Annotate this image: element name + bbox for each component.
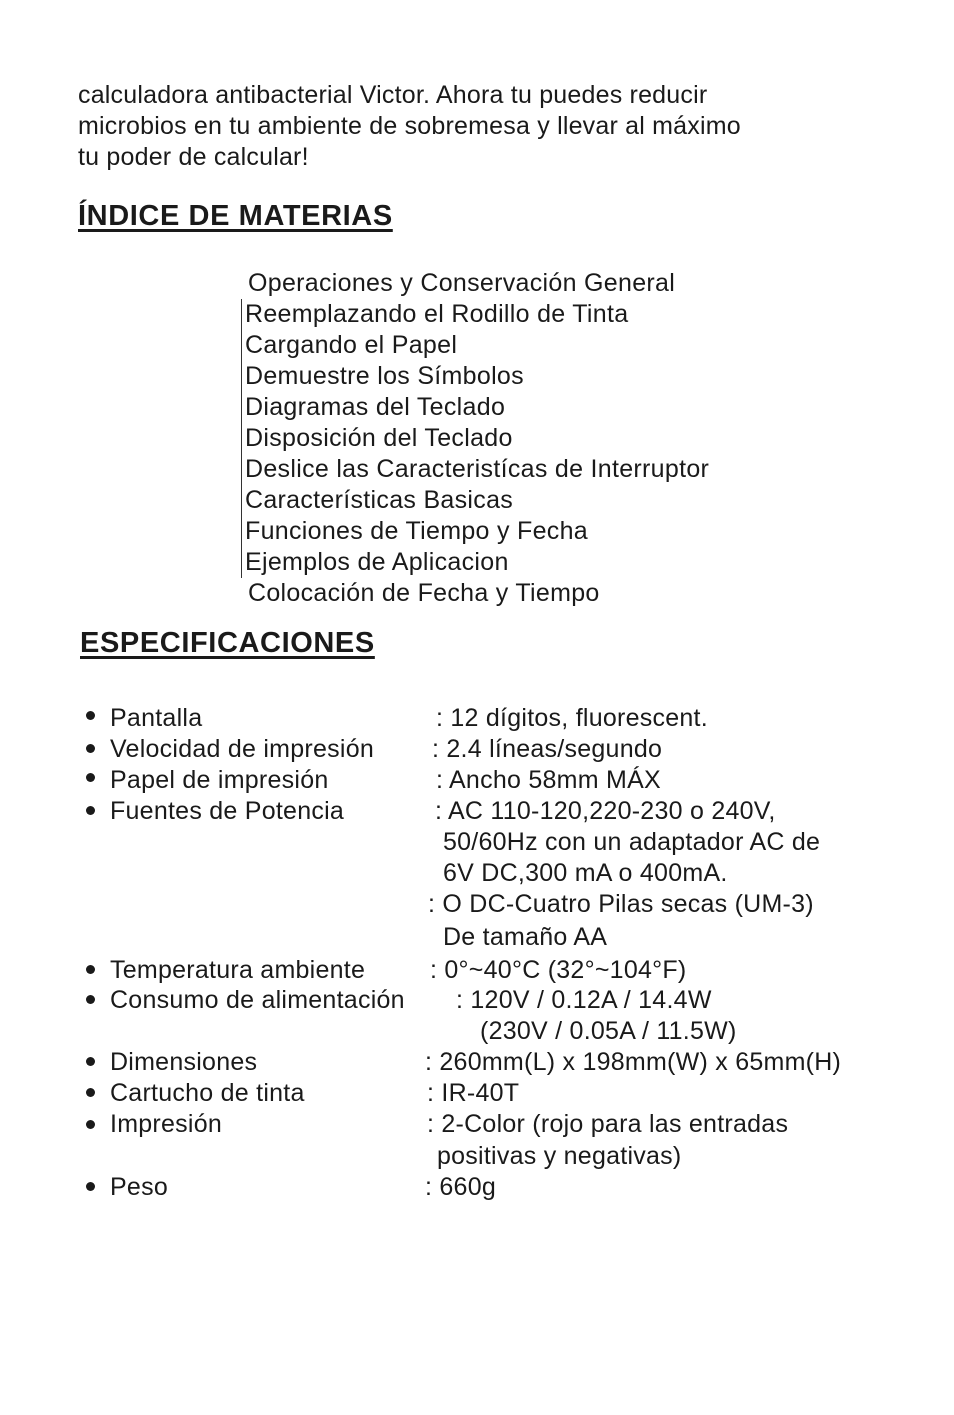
spec-label: Dimensiones xyxy=(110,1048,258,1076)
toc-item: Ejemplos de Aplicacion xyxy=(241,547,709,578)
specs-heading: ESPECIFICACIONES xyxy=(80,627,375,659)
spec-label: Consumo de alimentación xyxy=(110,986,405,1014)
spec-label: Temperatura ambiente xyxy=(110,956,366,984)
toc-item: Reemplazando el Rodillo de Tinta xyxy=(241,299,709,330)
spec-value-continuation: : O DC-Cuatro Pilas secas (UM-3) xyxy=(428,890,814,918)
spec-label: Pantalla xyxy=(110,704,203,732)
bullet-icon xyxy=(86,1088,95,1097)
spec-label: Papel de impresión xyxy=(110,766,329,794)
spec-value: : 2-Color (rojo para las entradas xyxy=(427,1110,789,1138)
spec-label: Cartucho de tinta xyxy=(110,1079,305,1107)
spec-value-continuation: positivas y negativas) xyxy=(437,1142,682,1170)
spec-label: Impresión xyxy=(110,1110,223,1138)
spec-value-continuation: De tamaño AA xyxy=(443,923,608,951)
intro-paragraph xyxy=(78,80,918,173)
spec-value: : 12 dígitos, fluorescent. xyxy=(436,704,708,732)
toc-item: Diagramas del Teclado xyxy=(241,392,709,423)
toc-item: Colocación de Fecha y Tiempo xyxy=(248,579,600,607)
bullet-icon xyxy=(86,711,95,720)
spec-label: Velocidad de impresión xyxy=(110,735,374,763)
spec-value: : 260mm(L) x 198mm(W) x 65mm(H) xyxy=(425,1048,842,1076)
spec-value-continuation: (230V / 0.05A / 11.5W) xyxy=(480,1017,737,1045)
toc-item: Características Basicas xyxy=(241,485,709,516)
toc-list xyxy=(241,268,709,609)
toc-item: Operaciones y Conservación General xyxy=(248,269,676,297)
toc-item: Deslice las Caracteristícas de Interruptor xyxy=(241,454,709,485)
spec-value-continuation: 6V DC,300 mA o 400mA. xyxy=(443,859,728,887)
bullet-icon xyxy=(86,1057,95,1066)
bullet-icon xyxy=(86,1182,95,1191)
bullet-icon xyxy=(86,965,95,974)
intro-line: microbios en tu ambiente de sobremesa y llevar al máximo xyxy=(78,112,741,140)
bullet-icon xyxy=(86,995,95,1004)
spec-value: : 2.4 líneas/segundo xyxy=(432,735,663,763)
toc-heading: ÍNDICE DE MATERIAS xyxy=(78,200,393,232)
spec-value-continuation: 50/60Hz con un adaptador AC de xyxy=(443,828,821,856)
toc-item: Disposición del Teclado xyxy=(241,423,709,454)
bullet-icon xyxy=(86,744,95,753)
spec-value: : AC 110-120,220-230 o 240V, xyxy=(435,797,776,825)
spec-value: : 660g xyxy=(425,1173,497,1201)
spec-value: : 0°~40°C (32°~104°F) xyxy=(430,956,687,984)
spec-label: Peso xyxy=(110,1173,168,1201)
toc-item: Funciones de Tiempo y Fecha xyxy=(241,516,709,547)
toc-item: Cargando el Papel xyxy=(241,330,709,361)
bullet-icon xyxy=(86,773,95,782)
bullet-icon xyxy=(86,1120,95,1129)
spec-value: : 120V / 0.12A / 14.4W xyxy=(456,986,712,1014)
intro-line: calculadora antibacterial Victor. Ahora tu puedes reducir xyxy=(78,81,708,109)
bullet-icon xyxy=(86,806,95,815)
toc-item: Demuestre los Símbolos xyxy=(241,361,709,392)
intro-line: tu poder de calcular! xyxy=(78,143,309,171)
spec-label: Fuentes de Potencia xyxy=(110,797,345,825)
spec-value: : Ancho 58mm MÁX xyxy=(436,766,661,794)
spec-value: : IR-40T xyxy=(427,1079,520,1107)
